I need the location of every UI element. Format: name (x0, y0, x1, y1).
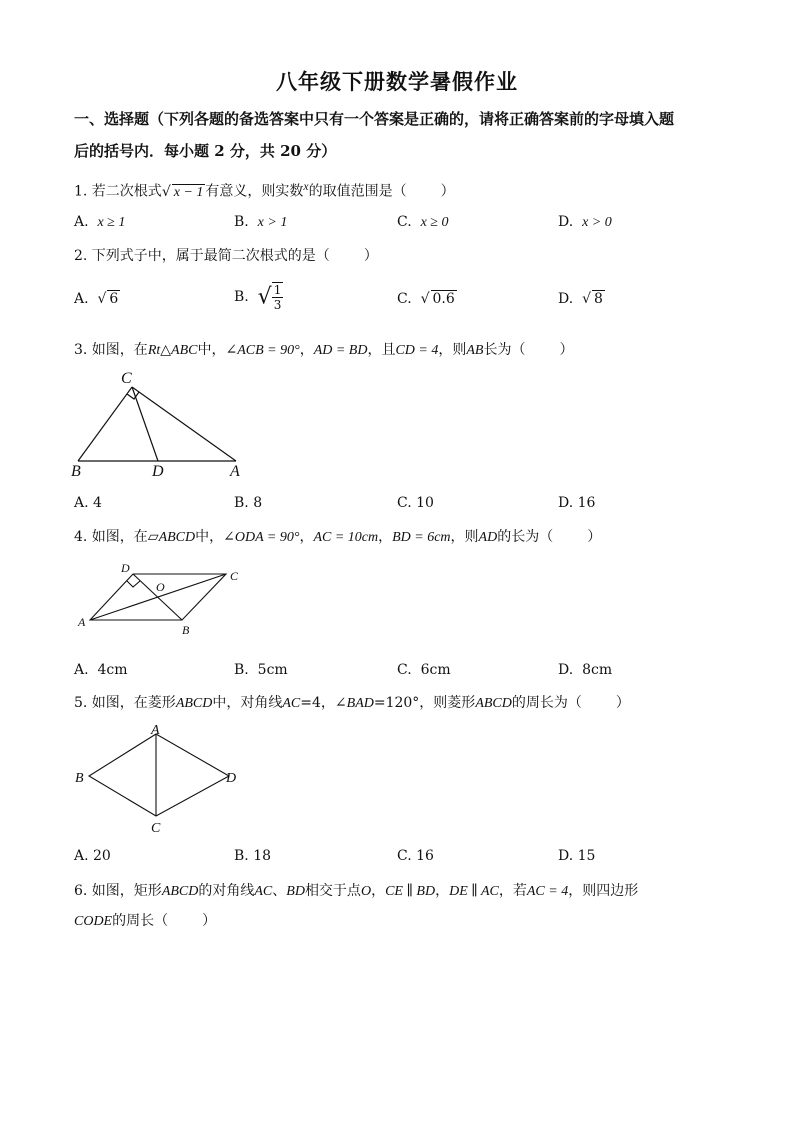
q1-close: ） (440, 183, 455, 200)
question-5 (74, 692, 630, 712)
q3-text: 3. 如图，在 (74, 342, 148, 358)
q3-close: ） (559, 342, 574, 358)
q3-option-b[interactable] (234, 495, 262, 511)
q6-text: 、 (272, 883, 287, 899)
label-a: A (151, 723, 160, 738)
q6-text: ，若 (498, 883, 527, 899)
q4-math: ∠ODA = 90° (223, 530, 300, 545)
option-label: C. (397, 848, 412, 864)
option-label: B. (234, 495, 249, 511)
option-value: 20 (93, 848, 111, 864)
right-angle-mark (127, 392, 139, 399)
q4-option-d[interactable] (558, 662, 612, 678)
q6-close: ） (202, 913, 217, 929)
q1-option-a[interactable] (74, 214, 125, 231)
q4-text: 4. 如图，在 (74, 529, 148, 545)
label-c: C (151, 821, 161, 836)
option-value: 16 (577, 495, 596, 511)
q4-close: ） (587, 529, 602, 545)
q2-option-d[interactable]: D. √ 8 (558, 291, 603, 307)
option-value: x > 0 (582, 215, 612, 230)
q1-text-mid: 有意义，则实数 (205, 183, 304, 200)
q1-text-post: 的取值范围是（ (308, 183, 407, 200)
q3-text: ，则 (438, 342, 467, 358)
option-value: 4cm (97, 662, 128, 678)
option-value: x ≥ 1 (97, 215, 126, 230)
q3-option-a[interactable] (74, 495, 102, 511)
q3-math: AB (466, 343, 484, 358)
option-value: 8cm (582, 662, 613, 678)
q4-parallelogram: ▱ABCD (147, 530, 196, 545)
option-value: 16 (416, 848, 434, 864)
option-radicand: 0.6 (432, 291, 455, 307)
option-label: D. (558, 291, 574, 307)
option-label: A. (74, 848, 89, 864)
page-title: 八年级下册数学暑假作业 (276, 69, 518, 94)
option-label: B. (234, 214, 249, 230)
q5-text: 中，对角线 (212, 695, 283, 711)
option-value: 18 (253, 848, 272, 864)
question-1 (74, 180, 455, 201)
option-label: A. (74, 662, 89, 678)
option-label: D. (558, 848, 574, 864)
q4-text: 的长为（ (497, 529, 554, 545)
option-fraction (272, 282, 284, 312)
q6-math: DE ∥ AC (449, 884, 499, 899)
q6-text: 6. 如图，矩形 (74, 883, 162, 899)
option-value: 8 (253, 495, 263, 511)
option-label: C. (397, 662, 412, 678)
q4-text: ， (299, 529, 314, 545)
q5-math: ABCD (475, 696, 512, 711)
q6-text: 的对角线 (198, 883, 255, 899)
q5-math: ABCD (175, 696, 213, 711)
edge-cd (132, 387, 158, 461)
q6-math: O (360, 884, 372, 899)
fraction-denominator: 3 (273, 298, 282, 312)
option-value: 15 (577, 848, 596, 864)
label-d: D (121, 561, 130, 575)
q1-radicand: x − 1 (173, 184, 204, 200)
q4-figure (70, 556, 260, 640)
edge-ca (132, 387, 236, 461)
q6-text: ， (435, 883, 450, 899)
q4-math: AC = 10cm (313, 530, 379, 545)
q5-figure (66, 722, 256, 838)
label-b: B (75, 771, 84, 786)
option-value: x ≥ 0 (420, 215, 449, 230)
q5-option-c[interactable] (397, 848, 434, 864)
option-label: B. (234, 662, 249, 678)
rhombus-abcd (89, 734, 229, 816)
q6-math: BD (286, 884, 305, 899)
q4-option-a[interactable] (74, 662, 128, 678)
option-label: C. (397, 495, 412, 511)
q5-text: =120°，则菱形 (373, 695, 476, 711)
q1-var: x (303, 180, 309, 193)
q1-sqrt: √ x − 1 (161, 183, 204, 200)
q5-text: 的周长为（ (511, 695, 582, 711)
section-heading-line1: 一、选择题（下列各题的备选答案中只有一个答案是正确的，请将正确答案前的字母填入题 (74, 110, 675, 128)
option-value: 5cm (257, 662, 288, 678)
edge-bc (78, 387, 132, 461)
label-c: C (230, 569, 239, 583)
option-label: B. (234, 848, 249, 864)
q6-math: CODE (74, 914, 113, 929)
q5-text: =4，∠ (300, 695, 347, 711)
q6-math: ABCD (161, 884, 199, 899)
q6-text: 相交于点 (304, 883, 361, 899)
q4-option-c[interactable] (397, 662, 451, 678)
section-heading-line2: 后的括号内．每小题 2 分，共 20 分） (74, 142, 337, 160)
q5-math: BAD (346, 696, 374, 711)
q6-text: ，则四边形 (568, 883, 639, 899)
label-o: O (156, 580, 165, 594)
option-label: C. (397, 214, 412, 230)
option-value: 6cm (420, 662, 451, 678)
label-b: B (182, 623, 190, 637)
q2-close: ） (363, 248, 378, 264)
option-label: A. (74, 291, 89, 307)
q5-text: 5. 如图，在菱形 (74, 695, 176, 711)
label-d: D (152, 463, 164, 480)
option-value: 10 (416, 495, 434, 511)
q4-text: ， (378, 529, 393, 545)
q5-option-b[interactable] (234, 848, 271, 864)
label-a: A (230, 463, 240, 480)
option-radicand: 6 (109, 291, 119, 307)
right-angle-mark (127, 581, 140, 587)
option-radicand: 8 (594, 291, 603, 307)
option-label: A. (74, 495, 89, 511)
q5-close: ） (615, 695, 630, 711)
q4-math: AD (478, 530, 498, 545)
q5-option-d[interactable] (558, 848, 595, 864)
option-value: x > 1 (257, 215, 288, 230)
option-label: D. (558, 214, 574, 230)
q4-math: BD = 6cm (392, 530, 451, 545)
q4-text: 中， (195, 529, 224, 545)
q4-text: ，则 (450, 529, 479, 545)
q3-math: AD = BD (313, 343, 368, 358)
label-c: C (121, 370, 132, 387)
q5-math: AC (282, 696, 301, 711)
q2-text: 2. 下列式子中，属于最简二次根式的是（ (74, 248, 330, 264)
q1-text-pre: 1. 若二次根式 (74, 183, 162, 200)
q3-math: ∠ACB = 90° (225, 343, 300, 358)
q6-math: AC (254, 884, 273, 899)
question-4 (74, 526, 601, 546)
q2-option-a[interactable]: A. √ 6 (74, 291, 119, 307)
option-label: D. (558, 495, 574, 511)
label-a: A (78, 615, 86, 629)
q4-option-b[interactable] (234, 662, 288, 678)
q3-triangle: Rt△ABC (147, 343, 198, 358)
label-b: B (71, 463, 81, 480)
option-label: C. (397, 291, 412, 307)
question-6-line2 (74, 910, 216, 930)
option-label: B. (234, 289, 249, 305)
q1-option-b[interactable] (234, 214, 287, 231)
q3-text: 中， (197, 342, 226, 358)
q1-option-c[interactable] (397, 214, 448, 231)
question-6 (74, 880, 638, 900)
q3-text: 长为（ (483, 342, 526, 358)
question-3 (74, 339, 573, 359)
q3-option-d[interactable] (558, 495, 595, 511)
option-label: D. (558, 662, 574, 678)
q2-option-b[interactable]: B. √ $\frac{1}{3}$ (234, 283, 282, 312)
label-d: D (226, 771, 237, 786)
q6-math: CE ∥ BD (385, 884, 436, 899)
option-label: A. (74, 214, 89, 230)
question-2 (74, 245, 378, 265)
q6-text: 的周长（ (112, 913, 169, 929)
q6-math: AC = 4 (526, 884, 569, 899)
q1-option-d[interactable] (558, 214, 612, 231)
q3-text: ，且 (367, 342, 396, 358)
q2-option-c[interactable]: C. √ 0.6 (397, 291, 455, 307)
q5-option-a[interactable] (74, 848, 111, 864)
option-value: 4 (93, 495, 102, 511)
fraction-numerator: 1 (273, 283, 282, 297)
q3-text: ， (299, 342, 314, 358)
q6-text: ， (371, 883, 386, 899)
q3-math: CD = 4 (395, 343, 439, 358)
q3-option-c[interactable] (397, 495, 434, 511)
q3-figure (60, 365, 280, 480)
